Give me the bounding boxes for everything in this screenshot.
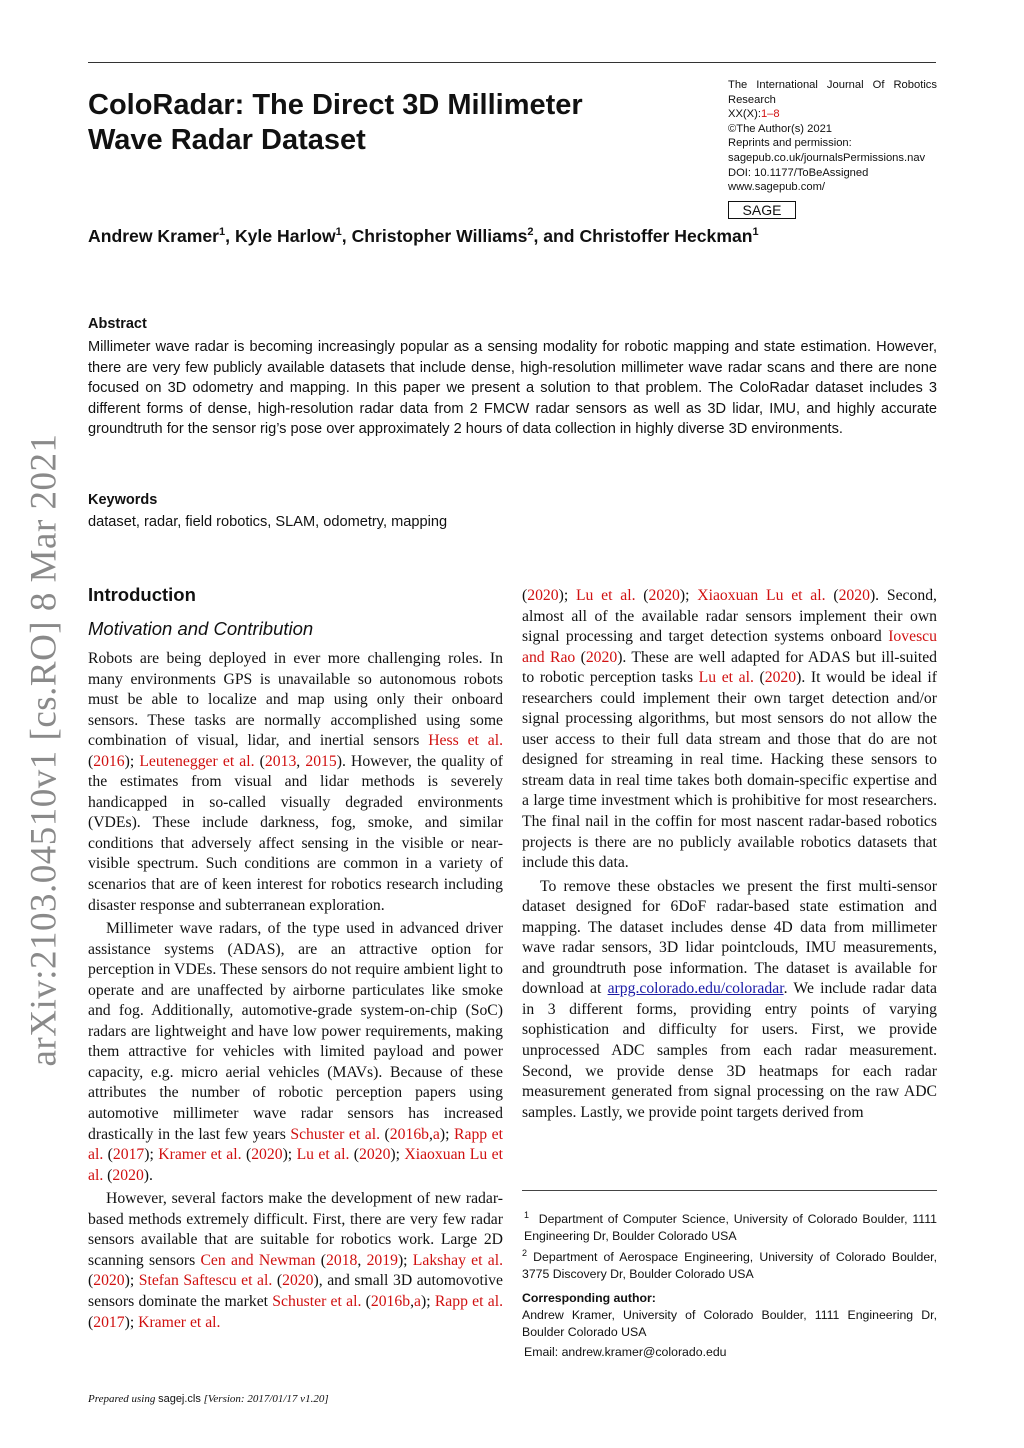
citation-link[interactable]: 2020 (359, 1146, 391, 1164)
corresponding-author (522, 1290, 937, 1361)
citation-link[interactable]: 2013 (264, 752, 297, 770)
citation-link[interactable]: a (432, 1125, 440, 1143)
citation-link[interactable]: Lu et al. (296, 1146, 350, 1164)
citation-link[interactable]: 2019 (366, 1251, 398, 1269)
citation-link[interactable]: Schuster et al. (272, 1292, 362, 1310)
affiliations (522, 1207, 937, 1283)
citation-link[interactable]: Lakshay et al. (412, 1251, 503, 1269)
citation-link[interactable]: 2017 (93, 1313, 125, 1331)
author: Christoffer Heckman$^1$ (579, 226, 759, 246)
citation-link[interactable]: 2020 (93, 1272, 125, 1290)
footer-prepared-using: Prepared using sagej.cls [Version: 2017/01/17 v1.20] (88, 1393, 329, 1405)
paper-title: ColoRadar: The Direct 3D Millimeter Wave Radar Dataset (88, 89, 583, 156)
keywords-heading: Keywords (88, 492, 158, 508)
corresponding-author-email: Email: andrew.kramer@colorado.edu (524, 1345, 727, 1359)
affiliation-1: $^1$ Department of Computer Science, University of Colorado Boulder, 1111 Engineering Dr, Boulder Colorado USA (524, 1210, 937, 1244)
reprints-label: Reprints and permission: (728, 137, 852, 150)
citation-link[interactable]: Xiaoxuan Lu et al. (697, 587, 826, 604)
subsection-heading: Motivation and Contribution (88, 618, 314, 639)
citation-link[interactable]: Lu et al. (575, 587, 636, 604)
citation-link[interactable]: Iovescu and Rao (522, 628, 937, 666)
paragraph-continued: (2020); Lu et al. (2020); Xiaoxuan Lu et al. (2020). Second, almost all of the available radar sensors implement their own signal processing and target detection systems onboard Iovescu and Rao (2020). These are well adapted for ADAS but ill-suited to robotic perception tasks Lu et al. (2020). It would be ideal if researchers could implement their own target detection and/or signal processing algorithms, but most sensors do not allow the user access to their full data stream and those that do are not designed for streaming in real time. Hacking these sensors to stream data in real time takes both domain-specific expertise and a large time investment which is prohibitive for most researchers. The final nail in the coffin for most nascent radar-based robotics projects is there are no publicly available robotics datasets that include this data. (522, 587, 937, 872)
paragraph: Millimeter wave radars, of the type used in advanced driver assistance systems (ADAS), are an attractive option for perception in VDEs. These sensors do not require ambient light to operate and are unaffected by airborne particulates like smoke and fog. Additionally, automotive-grade system-on-chip (SoC) radars are lightweight and have low power requirements, making them attractive for vehicles with limited payload and power capacity, e.g. micro aerial vehicles (MAVs). Because of these attributes the number of robotic perception papers using automotive millimeter wave radar sensors has increased drastically in the last few years Schuster et al. (2016b,a); Rapp et al. (2017); Kramer et al. (2020); Lu et al. (2020); Xiaoxuan Lu et al. (2020). (88, 920, 503, 1184)
permissions-url: sagepub.co.uk/journalsPermissions.nav (728, 151, 926, 164)
abstract-heading: Abstract (88, 316, 147, 332)
section-heading-introduction: Introduction (88, 584, 196, 605)
sage-logo: SAGE (728, 201, 796, 219)
author: Kyle Harlow$^1$, (234, 226, 352, 246)
header-rule (88, 62, 936, 63)
corresponding-author-address: Andrew Kramer, University of Colorado Boulder, 1111 Engineering Dr, Boulder Colorado USA (522, 1308, 937, 1339)
citation-link[interactable]: 2020 (648, 587, 680, 604)
citation-link[interactable]: Xiaoxuan Lu et al. (88, 1146, 503, 1184)
citation-link[interactable]: 2018 (326, 1251, 358, 1269)
citation-link[interactable]: 2020 (585, 648, 618, 666)
class-file-name: sagej.cls (158, 1393, 201, 1405)
dataset-url-link[interactable]: arpg.colorado.edu/coloradar (607, 980, 784, 998)
citation-link[interactable]: Kramer et al. (158, 1146, 242, 1164)
keywords-text: dataset, radar, field robotics, SLAM, odometry, mapping (88, 514, 448, 530)
author-list (88, 226, 759, 247)
author: Christopher Williams$^2$, and (351, 226, 580, 246)
page-range-link[interactable]: 1–8 (760, 108, 780, 121)
corresponding-author-heading: Corresponding author: (522, 1291, 656, 1305)
citation-link[interactable]: 2020 (838, 587, 870, 604)
citation-link[interactable]: 2020 (282, 1272, 314, 1290)
citation-link[interactable]: 2016b (370, 1292, 411, 1310)
citation-link[interactable]: a (414, 1292, 421, 1310)
citation-link[interactable]: Kramer et al. (138, 1313, 221, 1331)
doi: DOI: 10.1177/ToBeAssigned (728, 166, 869, 179)
citation-link[interactable]: Rapp et al. (434, 1292, 503, 1310)
paragraph: However, several factors make the development of new radar-based methods extremely difficult. First, there are very few radar sensors available that are suitable for robotics work. Large 2D scanning sensors Cen and Newman (2018, 2019); Lakshay et al. (2020); Stefan Saftescu et al. (2020), and small 3D automovotive sensors dominate the market Schuster et al. (2016b,a); Rapp et al. (2017); Kramer et al. (88, 1190, 503, 1331)
citation-link[interactable]: 2016 (93, 752, 125, 770)
paragraph: Robots are being deployed in ever more challenging roles. In many environments GPS is unavailable so autonomous robots must be able to localize and map using only their onboard sensors. These tasks are normally accomplished using some combination of visual, lidar, and inertial sensors Hess et al. (2016); Leutenegger et al. (2013, 2015). However, the quality of the estimates from visual and lidar methods is severely handicapped in so-called visually degraded environments (VDEs). These include darkness, fog, smoke, and similar conditions that adversely affect sensing in the visible or near-visible spectrum. Such conditions are common in a variety of scenarios that are of keen interest for robotics research including disaster response and subterranean exploration. (88, 650, 503, 914)
affiliation-mark: 1 (219, 226, 226, 239)
footnote-rule (522, 1190, 937, 1191)
citation-link[interactable]: Leutenegger et al. (139, 752, 255, 770)
journal-name: The International Journal Of Robotics (728, 79, 937, 91)
journal-name-cont: Research (728, 93, 776, 106)
publisher-website: www.sagepub.com/ (728, 181, 826, 194)
citation-link[interactable]: Lu et al. (698, 669, 754, 687)
citation-link[interactable]: 2020 (251, 1146, 283, 1164)
author: Andrew Kramer$^1$, (88, 226, 235, 246)
citation-link[interactable]: Stefan Saftescu et al. (138, 1272, 273, 1290)
left-column (88, 584, 503, 1333)
citation-link[interactable]: Cen and Newman (200, 1251, 316, 1269)
citation-link[interactable]: 2020 (527, 587, 559, 604)
citation-link[interactable]: 2016b (389, 1125, 429, 1143)
citation-link[interactable]: Rapp et al. (88, 1125, 503, 1164)
abstract-text: Millimeter wave radar is becoming increasingly popular as a sensing modality for robotic mapping and state estimation. However, there are very few publicly available datasets that include dense, high-resolution millimeter wave radar scans and there are none focused on 3D odometry and mapping. In this paper we present a solution to that problem. The ColoRadar dataset includes 3 different forms of dense, high-resolution radar data from 2 FMCW radar sensors as well as 3D lidar, IMU, and highly accurate groundtruth for the sensor rig’s pose over approximately 2 hours of data collection in highly diverse 3D environments. (88, 339, 937, 438)
affiliation-mark: 2 (527, 226, 534, 239)
citation-link[interactable]: Hess et al. (428, 732, 503, 750)
citation-link[interactable]: 2020 (764, 669, 797, 687)
affiliation-mark: 1 (335, 226, 342, 239)
paragraph: To remove these obstacles we present the first multi-sensor dataset designed for 6DoF radar-based state estimation and mapping. The dataset includes dense 4D data from millimeter wave radar sensors, 3D lidar pointclouds, IMU measurements, and groundtruth pose information. The dataset is available for download at arpg.colorado.edu/coloradar. We include radar data in 3 different forms, providing entry points of varying sophistication and difficulty for users. First, we provide unprocessed ADC samples from each radar measurement. Second, we provide dense 3D heatmaps for each radar measurement generated from signal processing on the raw ADC samples. Lastly, we provide point targets derived from (522, 877, 937, 1121)
citation-link[interactable]: 2017 (112, 1146, 145, 1164)
citation-link[interactable]: 2015 (305, 752, 337, 770)
right-column (522, 586, 937, 1123)
citation-link[interactable]: 2020 (112, 1166, 144, 1184)
arxiv-stamp: arXiv:2103.04510v1 [cs.RO] 8 Mar 2021 (23, 433, 65, 1067)
affiliation-mark: 1 (752, 226, 759, 239)
journal-info (728, 78, 937, 219)
affiliation-2: $^2$ Department of Aerospace Engineering, University of Colorado Boulder, 3775 Discovery Dr, Boulder Colorado USA (522, 1248, 937, 1282)
journal-volume: XX(X):1–8 (728, 108, 780, 121)
citation-link[interactable]: Schuster et al. (290, 1125, 381, 1143)
copyright: ©The Author(s) 2021 (728, 122, 833, 135)
